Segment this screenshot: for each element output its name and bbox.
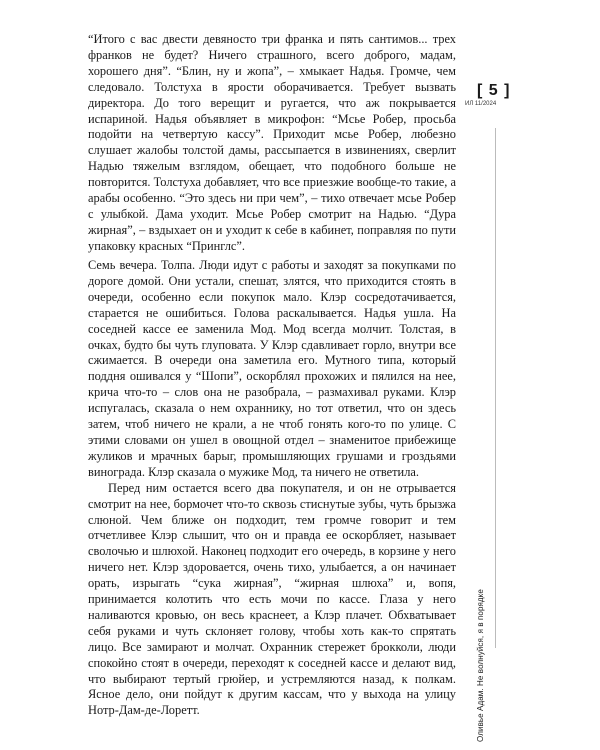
page-number: [ 5 ] — [477, 82, 511, 99]
text-section-2 — [88, 258, 456, 719]
text-section-1 — [88, 32, 456, 255]
issue-label: ИЛ 11/2024 — [465, 101, 497, 107]
paragraph: Перед ним остается всего два покупателя, и он не отрывается смотрит на нее, бормочет что-то сквозь стиснутые зубы, чуть брызжа слюной. Чем ближе он подходит, тем громче говорит и тем отчетливее Клэр слышит, что он и правда ее оскорбляет, называет сволочью и шлюхой. Наконец подходит его очередь, в корзине у него ничего нет. Клэр здоровается, очень тихо, улыбается, а он начинает орать, изрыгать “сука жирная”, “жирная шлюха” и, вопя, принимается колотить что есть мочи по кассе. Глаза у него наливаются кровью, он весь краснеет, а Клэр плачет. Обхватывает себя руками и чуть склоняет голову, чтобы хоть как-то спрятать лицо. Все замирают и молчат. Охранник стережет брокколи, люди спокойно стоят в очереди, переходят к соседней кассе и делают вид, что выбирают тертый грюйер, и устремляются назад, к полкам. Ясное дело, они пойдут к другим кассам, что у выхода на улицу Нотр-Дам-де-Лоретт. — [88, 480, 456, 718]
paragraph: “Итого с вас двести девяносто три франка и пять сантимов... трех франков не будет? Ничего страшного, всего доброго, мадам, хорошего дня”. “Блин, ну и жопа”, – хмыкает Надья. Громче, чем следовало. Толстуха в ярости оборачивается. Требует вызвать директора. До того верещит и ругается, что аж покрывается испариной. Надья объявляет в микрофон: “Мсье Робер, просьба подойти на четвертую кассу”. Приходит мсье Робер, любезно слушает жалобы толстой дамы, рассыпается в извинениях, сверлит Надью тяжелым взглядом, обещает, что подобного больше не повторится. Толстуха добавляет, что все приезжие вообще-то такие, а арабы особенно. “Это здесь ни при чем”, – тихо отвечает мсье Робер с улыбкой. Дама уходит. Мсье Робер смотрит на Надью. “Дура жирная”, – вздыхает он и уходит к себе в кабинет, поправляя по пути упаковку красных “Принглс”. — [88, 32, 456, 253]
page-header — [465, 82, 511, 107]
running-footer: Оливье Адам. Не волнуйся, я в порядке — [476, 589, 485, 742]
paragraph: Семь вечера. Толпа. Люди идут с работы и заходят за покупками по дороге домой. Они устали, спешат, злятся, что приходится стоять в очереди, особенно если покупок мало. Клэр сосредотачивается, старается не ошибиться. Голова раскалывается. Надья ушла. На соседней кассе ее заменила Мод. Мод всегда молчит. Толстая, в очках, будто бы чуть глуповата. У Клэр сдавливает горло, внутри все сжимается. В очереди она заметила его. Мутного типа, который поддня ошивался у “Шопи”, оскорблял прохожих и пялился на нее, крича что-то – слов она не разобрала, – размахивал руками. Клэр испугалась, сказала о нем охраннику, но тот ответил, что он здесь затем, чтоб ничего не крали, а не чтоб гонять кого-то по улице. С этими словами он ушел в овощной отдел – знаменитое прибежище жуликов и мрачных барыг, промышляющих грушами и гроздьями винограда. Клэр сказала о мужике Мод, та ничего не ответила. — [88, 258, 456, 479]
margin-divider — [495, 128, 496, 648]
